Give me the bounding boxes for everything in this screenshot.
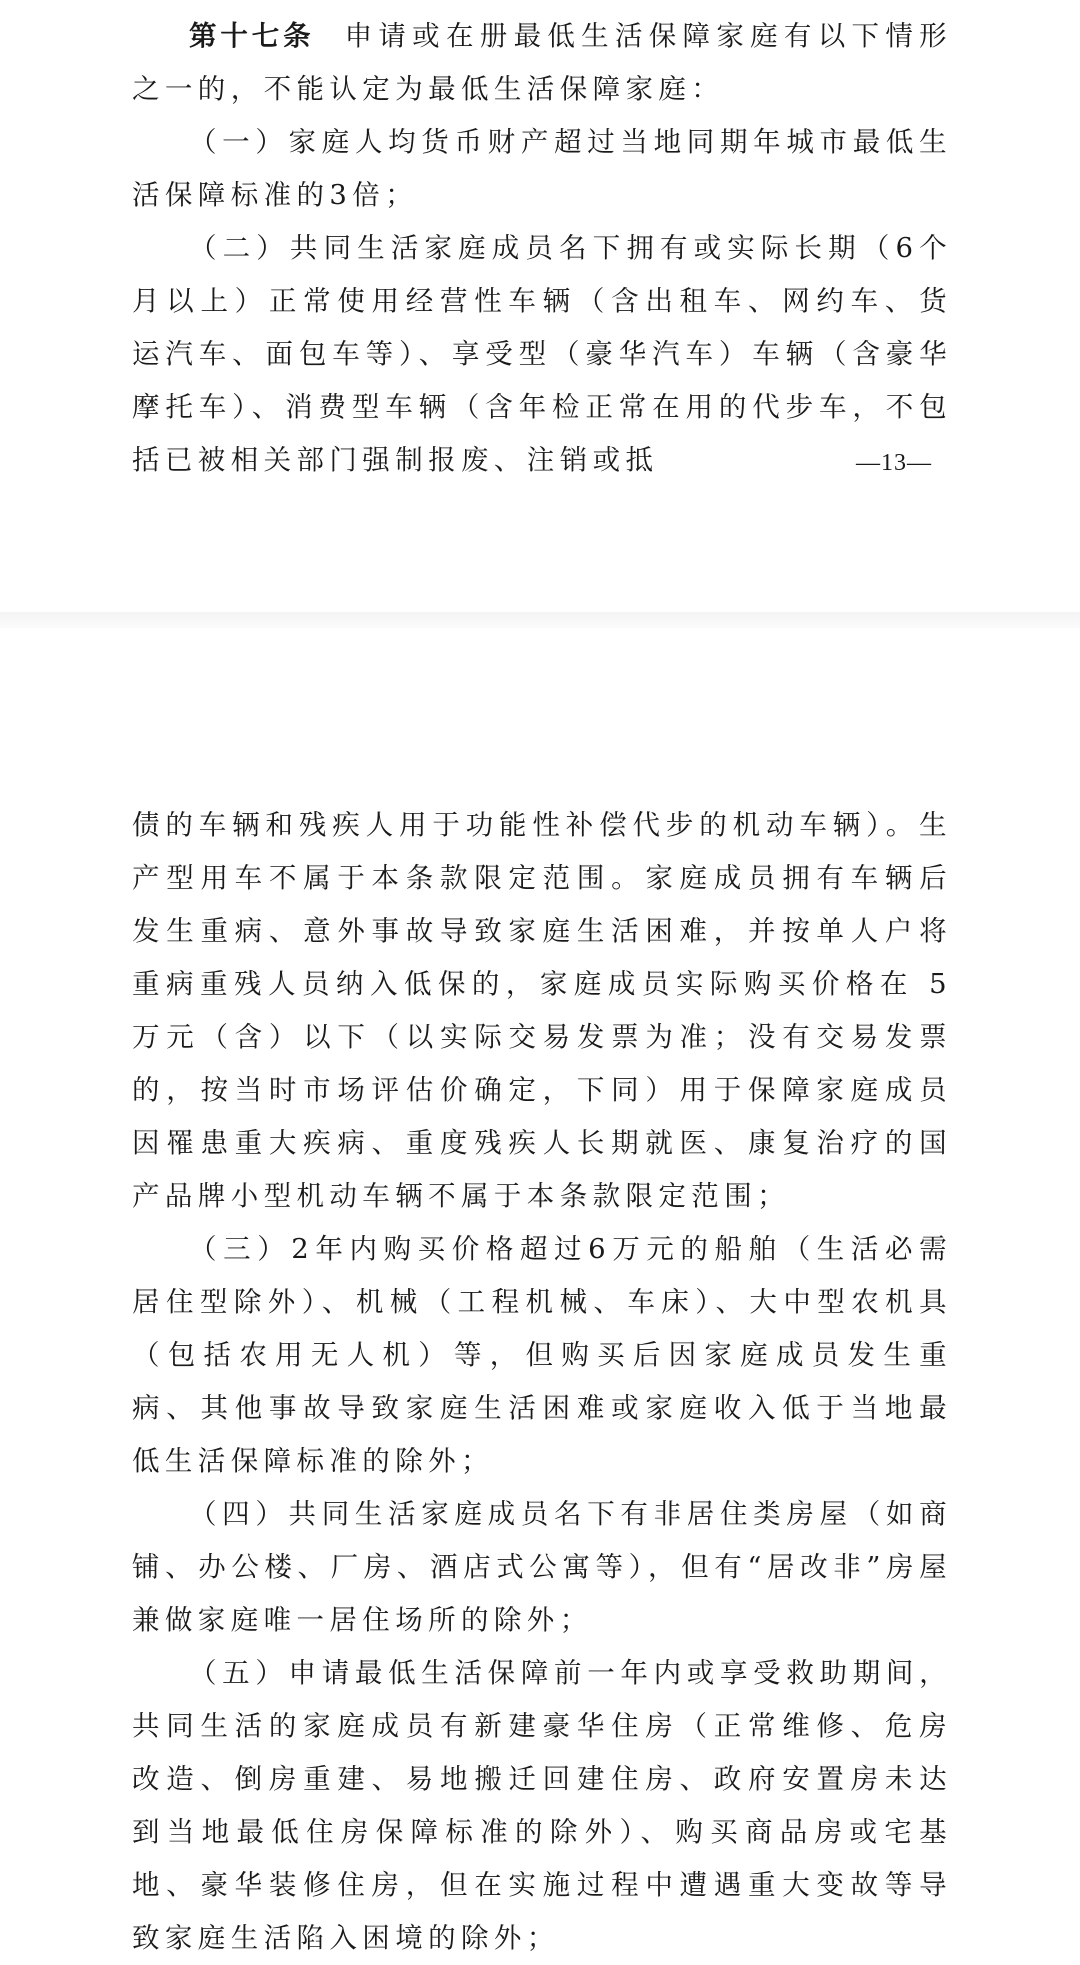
article-17-intro-text: 申请或在册最低生活保障家庭有以下情形之一的，不能认定为最低生活保障家庭： <box>132 20 953 105</box>
clause-2-continued: 债的车辆和残疾人用于功能性补偿代步的机动车辆）。生产型用车不属于本条款限定范围。家庭成员拥有车辆后发生重病、意外事故导致家庭生活困难，并按单人户将重病重残人员纳入低保的，家庭成员实际购买价格在 5 万元（含）以下（以实际交易发票为准；没有交易发票的，按当时市场评估价确定，下同）用于保障家庭成员因罹患重大疾病、重度残疾人长期就医、康复治疗的国产品牌小型机动车辆不属于本条款限定范围； <box>132 809 952 1212</box>
clause-5: （五）申请最低生活保障前一年内或享受救助期间，共同生活的家庭成员有新建豪华住房（正常维修、危房改造、倒房重建、易地搬迁回建住房、政府安置房未达到当地最低住房保障标准的除外）、购买商品房或宅基地、豪华装修住房，但在实施过程中遭遇重大变故等导致家庭生活陷入困境的除外； <box>132 1657 952 1954</box>
document-page-14 <box>0 628 1080 1954</box>
clause-2-start: （二）共同生活家庭成员名下拥有或实际长期（6个月以上）正常使用经营性车辆（含出租车、网约车、货运汽车、面包车等）、享受型（豪华汽车）车辆（含豪华摩托车）、消费型车辆（含年检正常在用的代步车，不包括已被相关部门强制报废、注销或抵 <box>132 232 952 476</box>
page-13-text <box>132 10 952 487</box>
document-page-13 <box>0 0 1080 612</box>
page-separator <box>0 612 1080 628</box>
clause-4: （四）共同生活家庭成员名下有非居住类房屋（如商铺、办公楼、厂房、酒店式公寓等），但有“居改非”房屋兼做家庭唯一居住场所的除外； <box>132 1498 952 1636</box>
clause-1: （一）家庭人均货币财产超过当地同期年城市最低生活保障标准的3倍； <box>132 126 952 211</box>
page-number: —13— <box>856 450 932 476</box>
clause-3: （三）2年内购买价格超过6万元的船舶（生活必需居住型除外）、机械（工程机械、车床）、大中型农机具（包括农用无人机）等，但购买后因家庭成员发生重病、其他事故导致家庭生活困难或家庭收入低于当地最低生活保障标准的除外； <box>132 1233 952 1477</box>
article-title: 第十七条 <box>189 20 315 52</box>
article-17-intro <box>132 10 952 116</box>
page-14-text <box>132 799 952 1965</box>
